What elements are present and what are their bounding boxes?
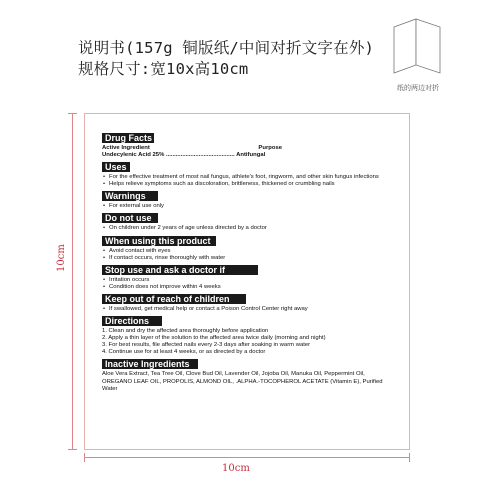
when-using-item: • If contact occurs, rinse thoroughly with water <box>102 255 394 262</box>
stop-use-heading: Stop use and ask a doctor if <box>102 265 258 275</box>
fold-caption: 纸的两边对折 <box>397 84 439 92</box>
width-dimension-label: 10cm <box>222 463 250 474</box>
height-dimension-line <box>72 113 73 450</box>
keep-out-item: • If swallowed, get medical help or contact a Poison Control Center right away <box>102 306 394 313</box>
inactive-ingredients-text: Aloe Vera Extract, Tea Tree Oil, Clove Bud Oil, Lavender Oil, Jojoba Oil, Manuka Oil, Peppermint Oil, OREGANO LEAF OIL, PROPOLIS, ALMOND OIL, .ALPHA.-TOCOPHEROL ACETATE (Vitamin E), Purified Water <box>102 371 383 392</box>
do-not-use-heading: Do not use <box>102 213 158 223</box>
height-dimension-label: 10cm <box>56 244 67 272</box>
fold-diagram-icon <box>392 17 442 75</box>
width-dimension-cap-left <box>84 453 85 462</box>
uses-item: • For the effective treatment of most nail fungus, athlete's foot, ringworm, and other skin fungus infections <box>102 174 394 181</box>
keep-out-heading: Keep out of reach of children <box>102 294 246 304</box>
inactive-ingredients-heading: Inactive Ingredients <box>102 359 198 369</box>
spec-title-line-1: 说明书(157g 铜版纸/中间对折文字在外) <box>78 39 375 57</box>
height-dimension-cap-top <box>68 113 77 114</box>
directions-item: 3. For best results, file affected nails every 2-3 days after soaking in warm water <box>102 342 311 349</box>
drug-facts-heading: Drug Facts <box>102 133 154 143</box>
warnings-heading: Warnings <box>102 191 158 201</box>
active-ingredient-line: Undecylenic Acid 25% .......................................... <box>102 152 235 159</box>
do-not-use-item: • On children under 2 years of age unless directed by a doctor <box>102 225 394 232</box>
warnings-item: • For external use only <box>102 203 394 210</box>
width-dimension-line <box>84 457 410 458</box>
purpose-value: Antifungal <box>236 152 266 159</box>
when-using-heading: When using this product <box>102 236 216 246</box>
spec-title-line-2: 规格尺寸:宽10x高10cm <box>78 60 249 78</box>
height-dimension-cap-bottom <box>68 449 77 450</box>
directions-heading: Directions <box>102 316 162 326</box>
active-ingredient-row <box>102 152 394 159</box>
facts-column-headers <box>102 145 302 152</box>
directions-item: 2. Apply a thin layer of the solution to the affected area twice daily (morning and night) <box>102 335 326 342</box>
when-using-item: • Avoid contact with eyes <box>102 248 394 255</box>
stop-use-item: • Irritation occurs <box>102 277 394 284</box>
directions-item: 4. Continue use for at least 4 weeks, or as directed by a doctor <box>102 349 266 356</box>
active-ingredient-header: Active Ingredient <box>102 145 150 151</box>
width-dimension-cap-right <box>409 453 410 462</box>
stop-use-item: • Condition does not improve within 4 weeks <box>102 284 394 291</box>
directions-item: 1. Clean and dry the affected area thoroughly before application <box>102 328 269 335</box>
uses-item: • Helps relieve symptoms such as discoloration, brittleness, thickened or crumbling nails <box>102 181 394 188</box>
drug-facts-content <box>102 133 394 393</box>
purpose-header: Purpose <box>258 145 282 151</box>
uses-heading: Uses <box>102 162 130 172</box>
